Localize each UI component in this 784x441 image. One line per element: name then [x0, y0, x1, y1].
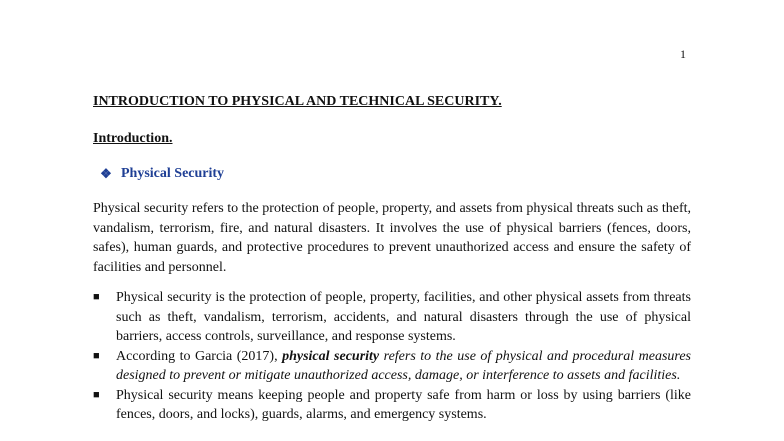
- physical-security-bullet-list: [93, 288, 691, 425]
- document-title: INTRODUCTION TO PHYSICAL AND TECHNICAL SECURITY.: [93, 94, 502, 109]
- physical-security-subheading: [98, 165, 224, 182]
- square-bullet-icon: ■: [93, 291, 100, 303]
- bullet-emphasis: physical security: [282, 348, 380, 364]
- square-bullet-icon: ■: [93, 349, 100, 362]
- physical-security-definition-paragraph: Physical security refers to the protection of people, property, and assets from physical threats such as theft, vandalism, terrorism, fire, and natural disasters. It involves the use of physical barriers (fences, doors, safes), human guards, and protective procedures to prevent unauthorized access and ensure the safety of facilities and personnel.: [93, 201, 691, 275]
- bullet-suffix: refers to the use of physical and procedural measures designed to prevent or mitigate unauthorized access, damage, or interference to assets and facilities.: [116, 348, 692, 383]
- diamond-bullet-icon: ❖: [100, 166, 112, 181]
- page-number: 1: [680, 47, 686, 61]
- subheading-text: Physical Security: [121, 166, 225, 181]
- bullet-item: [93, 347, 691, 386]
- bullet-item: [93, 288, 691, 347]
- introduction-heading: Introduction.: [93, 131, 173, 146]
- bullet-text: Physical security means keeping people and property safe from harm or loss by using barriers (like fences, doors, and locks), guards, alarms, and emergency systems.: [116, 387, 691, 422]
- square-bullet-icon: ■: [93, 388, 100, 401]
- bullet-text: [116, 347, 691, 386]
- bullet-prefix: According to Garcia (2017),: [116, 348, 283, 364]
- bullet-item: [93, 386, 691, 425]
- bullet-text: Physical security is the protection of people, property, facilities, and other physical assets from threats such as theft, vandalism, terrorism, accidents, and natural disasters through the use of physical barriers, access controls, surveillance, and response systems.: [116, 290, 691, 344]
